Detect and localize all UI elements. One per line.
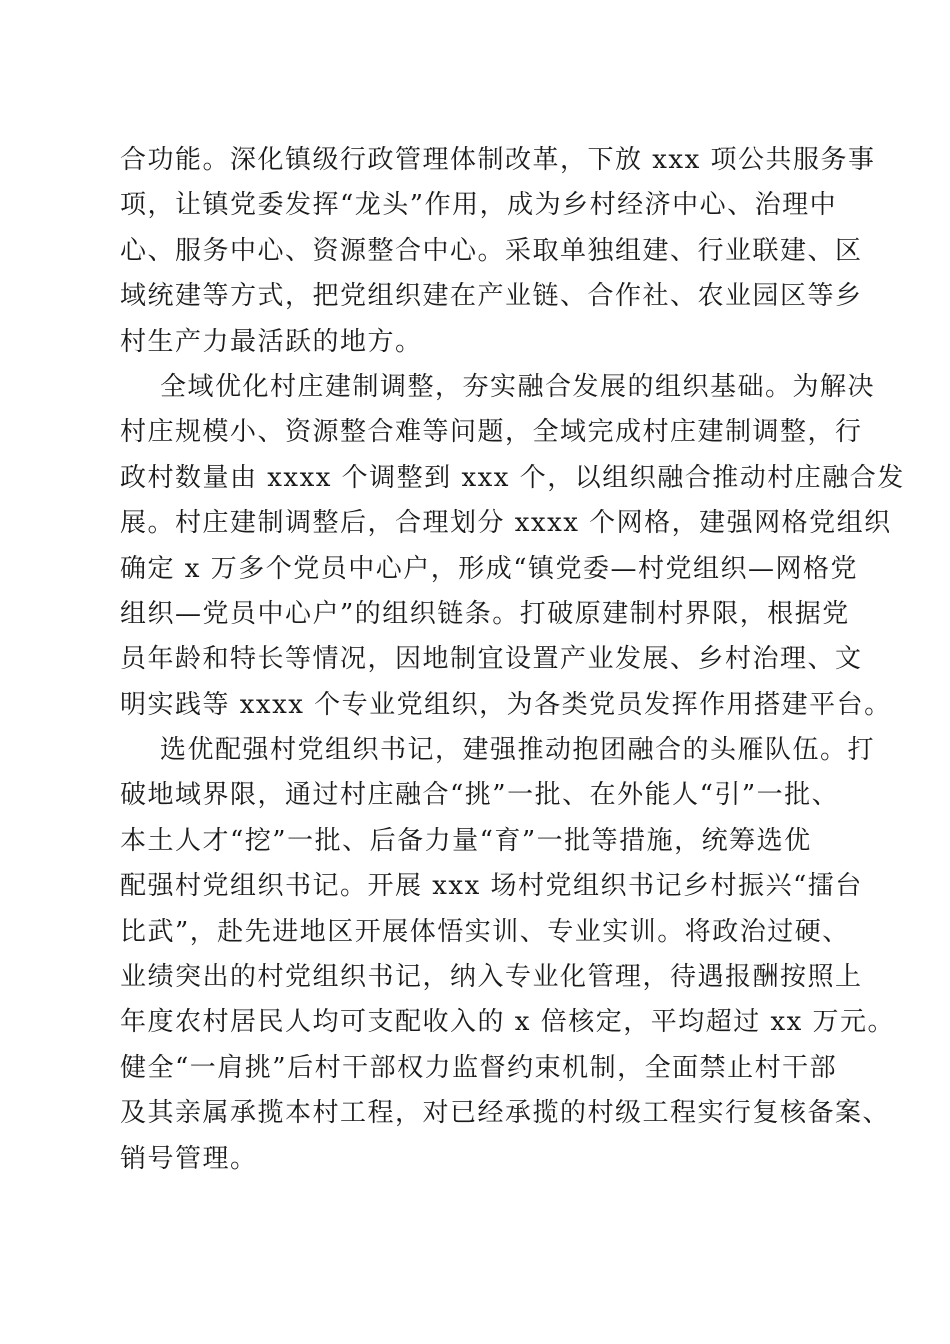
text-line: 本土人才“挖”一批、后备力量“育”一批等措施，统筹选优 bbox=[120, 825, 812, 856]
text-line: 村庄规模小、资源整合难等问题，全域完成村庄建制调整，行 bbox=[120, 417, 863, 448]
text-line: 员年龄和特长等情况，因地制宜设置产业发展、乡村治理、文 bbox=[120, 644, 863, 675]
text-line: 合功能。深化镇级行政管理体制改革，下放 xxx 项公共服务事 bbox=[120, 145, 876, 175]
text-line: 及其亲属承揽本村工程，对已经承揽的村级工程实行复核备案、 bbox=[120, 1098, 891, 1129]
document-body bbox=[120, 138, 905, 1182]
text-line: 年度农村居民人均可支配收入的 x 倍核定，平均超过 xx 万元。 bbox=[120, 1007, 896, 1038]
text-line: 政村数量由 xxxx 个调整到 xxx 个，以组织融合推动村庄融合发 bbox=[120, 462, 905, 493]
text-line: 全域优化村庄建制调整，夯实融合发展的组织基础。为解决 bbox=[160, 371, 876, 402]
paragraph-3 bbox=[120, 728, 896, 1182]
text-line: 破地域界限，通过村庄融合“挑”一批、在外能人“引”一批、 bbox=[120, 780, 840, 811]
text-line: 项，让镇党委发挥“龙头”作用，成为乡村经济中心、治理中 bbox=[120, 190, 838, 221]
text-line: 组织—党员中心户”的组织链条。打破原建制村界限，根据党 bbox=[120, 598, 850, 629]
text-line: 业绩突出的村党组织书记，纳入专业化管理，待遇报酬按照上 bbox=[120, 962, 863, 993]
paragraph-1 bbox=[120, 138, 876, 365]
text-line: 比武”，赴先进地区开展体悟实训、专业实训。将政治过硬、 bbox=[120, 916, 850, 947]
text-line: 明实践等 xxxx 个专业党组织，为各类党员发挥作用搭建平台。 bbox=[120, 689, 892, 720]
text-line: 健全“一肩挑”后村干部权力监督约束机制，全面禁止村干部 bbox=[120, 1052, 838, 1083]
text-line: 选优配强村党组织书记，建强推动抱团融合的头雁队伍。打 bbox=[160, 735, 876, 766]
text-line: 展。村庄建制调整后，合理划分 xxxx 个网格，建强网格党组织 bbox=[120, 508, 892, 539]
text-line: 销号管理。 bbox=[120, 1143, 258, 1174]
text-line: 域统建等方式，把党组织建在产业链、合作社、农业园区等乡 bbox=[120, 281, 863, 312]
text-line: 心、服务中心、资源整合中心。采取单独组建、行业联建、区 bbox=[120, 235, 863, 266]
text-line: 配强村党组织书记。开展 xxx 场村党组织书记乡村振兴“擂台 bbox=[120, 871, 863, 902]
paragraph-2 bbox=[120, 365, 905, 728]
text-line: 村生产力最活跃的地方。 bbox=[120, 326, 423, 357]
text-line: 确定 x 万多个党员中心户，形成“镇党委—村党组织—网格党 bbox=[120, 553, 858, 584]
